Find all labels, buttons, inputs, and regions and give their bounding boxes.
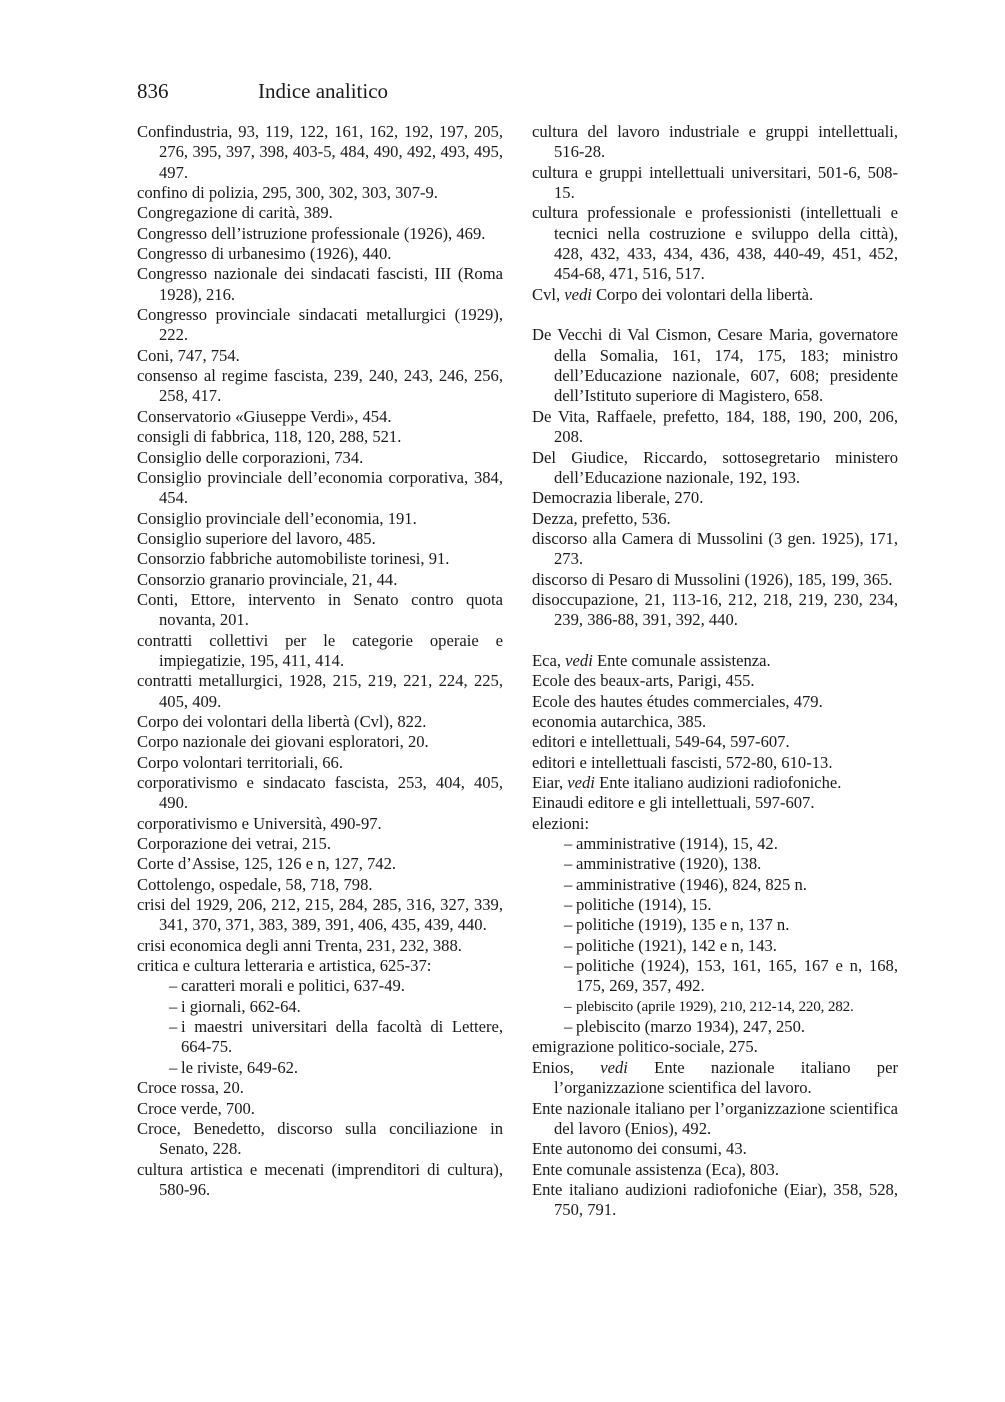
index-entry: Corpo dei volontari della libertà (Cvl), 822.: [137, 711, 427, 731]
index-entry: Confindustria, 93, 119, 122, 161, 162, 192, 197, 205, 276, 395, 397, 398, 403-5, 484, 490, 492, 493, 495, 497.: [137, 122, 503, 182]
subentry-dash: –: [564, 874, 573, 894]
index-entry-crossref: [532, 773, 898, 793]
index-entry: corporativismo e Università, 490-97.: [137, 813, 382, 833]
index-entry: Congresso nazionale dei sindacati fascisti, III (Roma 1928), 216.: [137, 264, 503, 304]
index-entry: Ente comunale assistenza (Eca), 803.: [532, 1159, 779, 1179]
subentry-dash: –: [169, 996, 178, 1016]
subentry-text: plebiscito (marzo 1934), 247, 250.: [576, 1017, 806, 1037]
index-subentry: [532, 895, 898, 915]
index-subentry: [137, 997, 503, 1017]
index-entry: cultura del lavoro industriale e gruppi intellettuali, 516-28.: [532, 122, 898, 162]
index-entry: editori e intellettuali, 549-64, 597-607.: [532, 732, 790, 752]
index-entry: Dezza, prefetto, 536.: [532, 508, 671, 528]
index-entry: De Vita, Raffaele, prefetto, 184, 188, 190, 200, 206, 208.: [532, 406, 898, 447]
see-reference: vedi: [564, 284, 592, 304]
index-entry: Conservatorio «Giuseppe Verdi», 454.: [137, 406, 392, 426]
letter-group-spacer: [532, 305, 898, 325]
index-entry: Consiglio superiore del lavoro, 485.: [137, 528, 376, 548]
subentry-text: amministrative (1920), 138.: [576, 854, 762, 874]
index-entry: Del Giudice, Riccardo, sottosegretario ministero dell’Educazione nazionale, 192, 193.: [532, 447, 898, 487]
see-reference: vedi: [600, 1057, 628, 1077]
index-entry: Ente italiano audizioni radiofoniche (Eiar), 358, 528, 750, 791.: [532, 1179, 898, 1220]
index-entry: Ente autonomo dei consumi, 43.: [532, 1139, 747, 1159]
subentry-text: politiche (1919), 135 e n, 137 n.: [576, 915, 790, 935]
crossref-target: Ente comunale assistenza.: [592, 650, 771, 670]
subentry-text: i maestri universitari della facoltà di Lettere, 664-75.: [181, 1017, 503, 1057]
index-subentry: [532, 936, 898, 956]
index-entry: Croce rossa, 20.: [137, 1078, 244, 1098]
entry-term: Eca,: [532, 650, 566, 670]
index-entry: Congresso dell’istruzione professionale (1926), 469.: [137, 223, 486, 243]
index-entry: De Vecchi di Val Cismon, Cesare Maria, governatore della Somalia, 161, 174, 175, 183; ministro dell’Educazione nazionale, 607, 608; presidente dell’Istituto superiore di Magistero, 658.: [532, 325, 898, 406]
index-entry: Consiglio provinciale dell’economia, 191.: [137, 508, 417, 528]
index-entry: Congresso di urbanesimo (1926), 440.: [137, 244, 392, 264]
letter-group-spacer: [532, 631, 898, 651]
subentry-dash: –: [564, 854, 573, 874]
index-entry: cultura professionale e professionisti (intellettuali e tecnici nella costruzione e sviluppo della città), 428, 432, 433, 434, 436, 438, 440-49, 451, 452, 454-68, 471, 516, 517.: [532, 203, 898, 284]
index-column-left: [137, 122, 503, 1200]
index-subentry: [137, 1058, 503, 1078]
page-number: 836: [137, 79, 169, 103]
subentry-text: le riviste, 649-62.: [181, 1057, 299, 1077]
index-entry: editori e intellettuali fascisti, 572-80, 610-13.: [532, 752, 833, 772]
crossref-target: Corpo dei volontari della libertà.: [591, 284, 814, 304]
subentry-text: amministrative (1914), 15, 42.: [576, 834, 778, 854]
index-entry: Consiglio provinciale dell’economia corporativa, 384, 454.: [137, 467, 503, 508]
index-entry: Croce, Benedetto, discorso sulla conciliazione in Senato, 228.: [137, 1118, 503, 1159]
index-entry: confino di polizia, 295, 300, 302, 303, 307-9.: [137, 183, 438, 203]
subentry-text: amministrative (1946), 824, 825 n.: [576, 874, 807, 894]
subentry-dash: –: [564, 915, 573, 935]
entry-term: Cvl,: [532, 284, 565, 304]
see-reference: vedi: [567, 773, 595, 792]
page-header: [137, 76, 388, 106]
index-entry: Einaudi editore e gli intellettuali, 597-607.: [532, 793, 815, 813]
subentry-dash: –: [564, 895, 573, 915]
subentry-dash: –: [564, 1017, 573, 1037]
index-entry: discorso alla Camera di Mussolini (3 gen. 1925), 171, 273.: [532, 528, 898, 569]
index-subentry: [532, 1017, 898, 1037]
index-entry: consigli di fabbrica, 118, 120, 288, 521.: [137, 427, 402, 447]
index-entry: Congresso provinciale sindacati metallurgici (1929), 222.: [137, 305, 503, 345]
index-entry: crisi economica degli anni Trenta, 231, 232, 388.: [137, 935, 462, 955]
entry-term: Eiar,: [532, 773, 568, 792]
subentry-text: i giornali, 662-64.: [181, 996, 301, 1016]
index-entry: Croce verde, 700.: [137, 1098, 255, 1118]
index-entry: Corpo nazionale dei giovani esploratori, 20.: [137, 732, 429, 752]
index-entry: contratti metallurgici, 1928, 215, 219, 221, 224, 225, 405, 409.: [137, 671, 503, 711]
subentry-dash: –: [169, 976, 178, 996]
index-entry: Congregazione di carità, 389.: [137, 203, 333, 223]
index-entry: Consiglio delle corporazioni, 734.: [137, 447, 364, 467]
index-entry: consenso al regime fascista, 239, 240, 243, 246, 256, 258, 417.: [137, 366, 503, 406]
index-subentry: [137, 1017, 503, 1058]
index-subentry: [532, 956, 898, 997]
index-subentry: [532, 854, 898, 874]
entry-term: Enios,: [532, 1057, 601, 1077]
index-entry: Conti, Ettore, intervento in Senato contro quota novanta, 201.: [137, 589, 503, 630]
index-subentry: [532, 997, 898, 1017]
index-entry: contratti collettivi per le categorie operaie e impiegatizie, 195, 411, 414.: [137, 630, 503, 670]
subentry-dash: –: [564, 956, 573, 976]
index-column-right: [532, 122, 898, 1221]
index-entry: Corporazione dei vetrai, 215.: [137, 834, 331, 854]
index-entry-crossref: [532, 651, 898, 671]
index-subentry: [532, 834, 898, 854]
subentry-text: caratteri morali e politici, 637-49.: [181, 976, 405, 996]
subentry-dash: –: [564, 834, 573, 854]
index-entry: Ente nazionale italiano per l’organizzazione scientifica del lavoro (Enios), 492.: [532, 1098, 898, 1138]
index-entry: Coni, 747, 754.: [137, 345, 240, 365]
index-entry: Corte d’Assise, 125, 126 e n, 127, 742.: [137, 854, 397, 874]
index-entry: elezioni:: [532, 813, 590, 833]
subentry-text: politiche (1914), 15.: [576, 895, 712, 915]
index-entry: economia autarchica, 385.: [532, 711, 707, 731]
index-entry: Corpo volontari territoriali, 66.: [137, 752, 343, 772]
index-entry-crossref: [532, 285, 898, 305]
index-entry: cultura e gruppi intellettuali universitari, 501-6, 508-15.: [532, 162, 898, 203]
subentry-dash: –: [564, 935, 573, 955]
index-entry: Consorzio fabbriche automobiliste torinesi, 91.: [137, 549, 450, 569]
subentry-dash: –: [169, 1017, 178, 1037]
index-entry: crisi del 1929, 206, 212, 215, 284, 285, 316, 327, 339, 341, 370, 371, 383, 389, 391, 406, 435, 439, 440.: [137, 895, 503, 935]
index-subentry: [532, 915, 898, 935]
index-entry: Ecole des hautes études commerciales, 479.: [532, 691, 823, 711]
index-entry: Ecole des beaux-arts, Parigi, 455.: [532, 671, 755, 691]
subentry-text: plebiscito (aprile 1929), 210, 212-14, 220, 282.: [576, 997, 854, 1015]
index-entry: Cottolengo, ospedale, 58, 718, 798.: [137, 874, 373, 894]
index-entry: Consorzio granario provinciale, 21, 44.: [137, 569, 398, 589]
subentry-text: politiche (1924), 153, 161, 165, 167 e n, 168, 175, 269, 357, 492.: [576, 956, 898, 996]
subentry-dash: –: [564, 997, 572, 1015]
index-entry: emigrazione politico-sociale, 275.: [532, 1037, 758, 1057]
index-entry: critica e cultura letteraria e artistica, 625-37:: [137, 956, 432, 976]
index-entry: disoccupazione, 21, 113-16, 212, 218, 219, 230, 234, 239, 386-88, 391, 392, 440.: [532, 589, 898, 630]
index-entry: discorso di Pesaro di Mussolini (1926), 185, 199, 365.: [532, 569, 893, 589]
index-subentry: [137, 976, 503, 996]
index-entry: Democrazia liberale, 270.: [532, 488, 704, 508]
index-entry: corporativismo e sindacato fascista, 253, 404, 405, 490.: [137, 773, 503, 813]
see-reference: vedi: [565, 650, 593, 670]
index-entry-crossref: [532, 1058, 898, 1099]
index-entry: cultura artistica e mecenati (imprenditori di cultura), 580-96.: [137, 1159, 503, 1199]
crossref-target: Ente nazionale italiano per l’organizzazione scientifica del lavoro.: [554, 1057, 898, 1098]
subentry-text: politiche (1921), 142 e n, 143.: [576, 935, 777, 955]
page-title: Indice analitico: [258, 79, 389, 103]
subentry-dash: –: [169, 1057, 178, 1077]
index-subentry: [532, 875, 898, 895]
crossref-target: Ente italiano audizioni radiofoniche.: [594, 773, 842, 792]
